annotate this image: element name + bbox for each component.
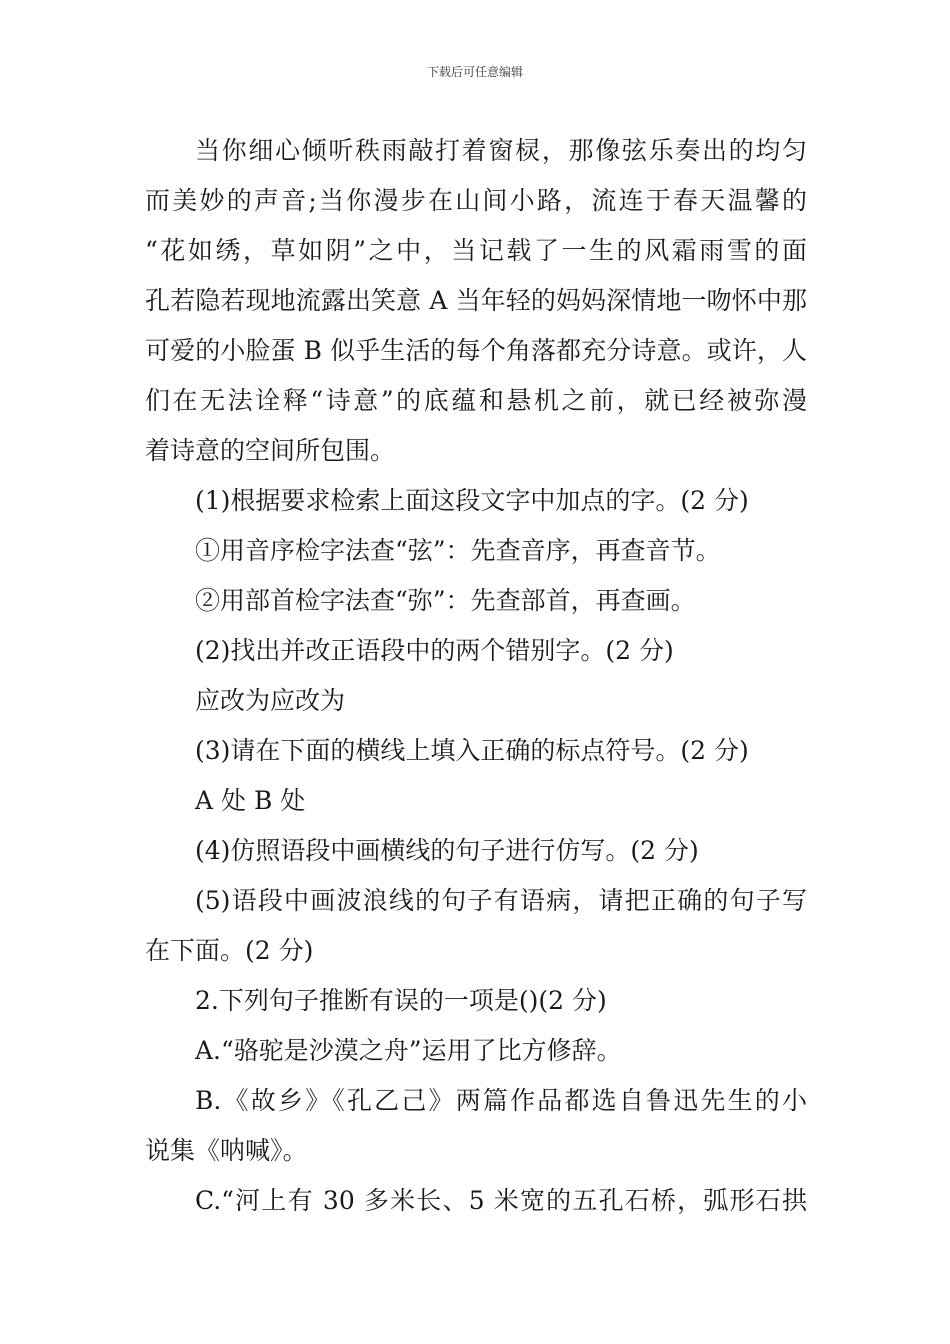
text-line: (2)找出并改正语段中的两个错别字。(2 分)	[195, 636, 674, 665]
text-line: (3)请在下面的横线上填入正确的标点符号。(2 分)	[195, 736, 749, 765]
text-line: “花如绣，草如阴”之中，当记载了一生的风霜雨雪的面	[145, 236, 807, 265]
text-line: B.《故乡》《孔乙己》两篇作品都选自鲁迅先生的小	[195, 1086, 807, 1115]
text-line: 应改为应改为	[195, 686, 346, 715]
text-line: 说集《呐喊》。	[145, 1136, 308, 1165]
text-line: 可爱的小脸蛋 B 似乎生活的每个角落都充分诗意。或许，人	[145, 336, 807, 365]
document-body	[145, 126, 807, 1226]
text-line: 着诗意的空间所包围。	[145, 436, 396, 465]
text-line: (5)语段中画波浪线的句子有语病，请把正确的句子写	[195, 886, 807, 915]
text-line: (4)仿照语段中画横线的句子进行仿写。(2 分)	[195, 836, 699, 865]
text-line: ①用音序检字法查“弦”：先查音序，再查音节。	[195, 536, 721, 565]
text-line: (1)根据要求检索上面这段文字中加点的字。(2 分)	[195, 486, 749, 515]
text-line: 当你细心倾听秩雨敲打着窗棂，那像弦乐奏出的均匀	[195, 136, 807, 165]
page-header: 下载后可任意编辑	[426, 65, 523, 79]
text-line: 在下面。(2 分)	[145, 936, 314, 965]
text-line: ②用部首检字法查“弥”：先查部首，再查画。	[195, 586, 696, 615]
text-line: 2.下列句子推断有误的一项是()(2 分)	[195, 986, 607, 1015]
text-line: C.“河上有 30 多米长、5 米宽的五孔石桥，弧形石拱	[195, 1186, 807, 1215]
text-line: 孔若隐若现地流露出笑意 A 当年轻的妈妈深情地一吻怀中那	[145, 286, 807, 315]
text-line: 们在无法诠释“诗意”的底蕴和悬机之前，就已经被弥漫	[145, 386, 807, 415]
text-line: A.“骆驼是沙漠之舟”运用了比方修辞。	[195, 1036, 622, 1065]
text-line: A 处 B 处	[195, 786, 306, 815]
text-line: 而美妙的声音;当你漫步在山间小路，流连于春天温馨的	[145, 186, 807, 215]
